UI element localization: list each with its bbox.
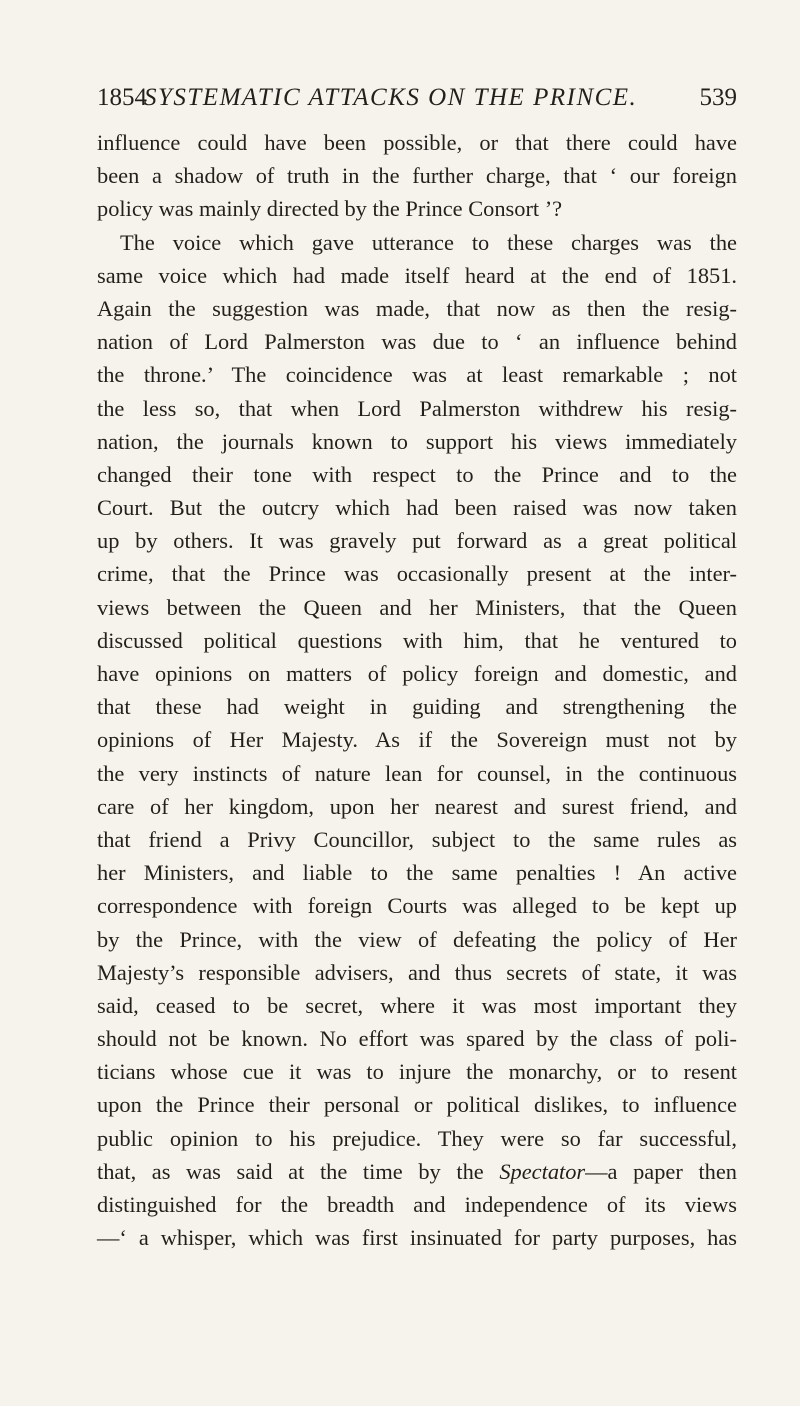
- body-text: [97, 126, 737, 1254]
- text-line: said, ceased to be secret, where it was most important they: [97, 992, 737, 1018]
- running-head: [97, 78, 737, 118]
- text-line: her Ministers, and liable to the same penalties ! An active: [97, 860, 737, 886]
- text-line: Again the suggestion was made, that now as then the resig-: [97, 295, 737, 321]
- text-line: that these had weight in guiding and strengthening the: [97, 694, 737, 720]
- text-line: care of her kingdom, upon her nearest and surest friend, and: [97, 793, 737, 819]
- text-line: crime, that the Prince was occasionally present at the inter-: [97, 561, 737, 587]
- text-line: the less so, that when Lord Palmerston withdrew his resig-: [97, 395, 737, 421]
- text-line: influence could have been possible, or that there could have: [97, 130, 737, 155]
- text-line: by the Prince, with the view of defeating the policy of Her: [97, 926, 737, 952]
- text-line: up by others. It was gravely put forward as a great political: [97, 528, 737, 554]
- text-line: that, as was said at the time by the Spectator—a paper then: [97, 1158, 737, 1184]
- running-head-year: 1854: [97, 84, 147, 111]
- text-line: been a shadow of truth in the further charge, that ‘ our foreign: [97, 163, 737, 189]
- text-line: changed their tone with respect to the Prince and to the: [97, 461, 737, 487]
- text-line: nation, the journals known to support his views immediately: [97, 428, 737, 454]
- text-line: correspondence with foreign Courts was alleged to be kept up: [97, 893, 737, 919]
- text-line: distinguished for the breadth and independence of its views: [97, 1192, 737, 1217]
- text-line: views between the Queen and her Ministers, that the Queen: [97, 594, 737, 620]
- page-number: 539: [699, 84, 737, 111]
- text-line: should not be known. No effort was spared by the class of poli-: [97, 1026, 737, 1052]
- text-line: the throne.’ The coincidence was at least remarkable ; not: [97, 362, 737, 388]
- text-line: upon the Prince their personal or political dislikes, to influence: [97, 1092, 737, 1118]
- running-head-title: SYSTEMATIC ATTACKS ON THE PRINCE.: [144, 84, 638, 111]
- text-line: that friend a Privy Councillor, subject to the same rules as: [97, 826, 737, 852]
- text-line: policy was mainly directed by the Prince Consort ’?: [97, 196, 563, 222]
- text-line: Court. But the outcry which had been raised was now taken: [97, 495, 737, 521]
- text-line: same voice which had made itself heard at the end of 1851.: [97, 262, 737, 288]
- text-line: The voice which gave utterance to these charges was the: [120, 229, 737, 255]
- text-line: discussed political questions with him, that he ventured to: [97, 627, 737, 653]
- text-line: the very instincts of nature lean for counsel, in the continuous: [97, 760, 737, 786]
- text-line: ticians whose cue it was to injure the monarchy, or to resent: [97, 1059, 737, 1085]
- text-line: public opinion to his prejudice. They were so far successful,: [97, 1125, 737, 1151]
- text-line: have opinions on matters of policy foreign and domestic, and: [97, 661, 737, 686]
- text-line: nation of Lord Palmerston was due to ‘ an influence behind: [97, 329, 737, 355]
- text-line: Majesty’s responsible advisers, and thus secrets of state, it was: [97, 959, 737, 985]
- text-line: opinions of Her Majesty. As if the Sovereign must not by: [97, 727, 737, 753]
- text-line: —‘ a whisper, which was first insinuated for party purposes, has: [97, 1225, 737, 1251]
